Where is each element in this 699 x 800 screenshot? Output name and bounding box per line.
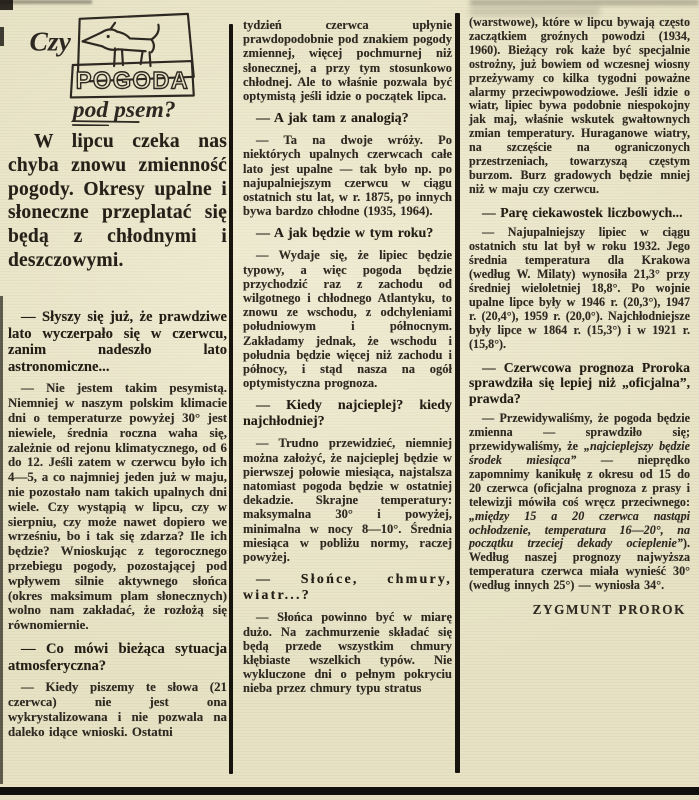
headline: W lipcu czeka nas chyba znowu zmienność pogody. Okresy upalne i słoneczne przeplatać się będą z chłodnymi i deszczowymi. <box>8 131 227 271</box>
article-paragraph-continuation <box>243 18 452 103</box>
column-1-text <box>8 301 227 744</box>
interview-answer <box>8 381 227 633</box>
text-run: — A jak będzie w tym roku? <box>256 226 434 242</box>
interview-answer <box>243 248 452 390</box>
column-2 <box>243 18 452 701</box>
text-run: — Trudno przewidzieć, niemniej można założyć, że najcieplej będzie w pierwszej połowie miesiąca, najstalsza natomiast pogoda będzie w ostatniej dekadzie. Skrajne temperatury: maksymalna 30° i powyżej, minimalna w nocy 8—10°. Średnia miesiąca w pobliżu normy, raczej powyżej. <box>243 436 452 565</box>
article-logo <box>22 6 218 126</box>
interview-question <box>8 641 227 674</box>
text-run: — Najupalniejszy lipiec w ciągu ostatnich stu lat był w roku 1932. Jego średnia temperatura dla Krakowa (według W. Milaty) wynosiła 21,3° przy średniej wieloletniej 18,8°. Po wojnie upalne lipce były w 1946 r. (20,3°), 1947 r. (20,4°), 1959 r. (20,0°). Najchłodniejsze były lipce w 1864 r. (15,3°) i w 1921 r. (15,8°). <box>469 225 690 351</box>
logo-underline <box>73 121 139 122</box>
column-divider-1 <box>229 24 233 774</box>
text-run: ). Według naszej prognozy najwyższa temperatura czerwca miała wynieść 30° (według innych 25°) — wyniosła 34°. <box>469 536 690 593</box>
logo-word-pod-psem: pod psem? <box>72 97 176 124</box>
interview-question <box>243 111 452 127</box>
interview-question <box>243 572 452 604</box>
logo-word-pogoda: POGODA <box>75 68 190 95</box>
interview-answer <box>469 226 690 351</box>
column-3-text <box>469 16 690 617</box>
text-run: — Wydaje się, że lipiec będzie typowy, a więc pogoda będzie przychodzić raz z zachodu od wilgotnego i chłodnego Atlantyku, to znowu ze wschodu, z odchyleniami południowym i północnym. Zakładamy jednak, że wschodu i południa będzie więcej niż zachodu i północy, i stąd nasza na ogół optymistyczna prognoza. <box>243 248 452 391</box>
text-run: — Nie jestem takim pesymistą. Niemniej w naszym polskim klimacie dni o temperaturze powyżej 30° jest niewiele, średnia roczna waha się, zależnie od rejonu klimatycznego, od 6 do 12. Jeśli zatem w czerwcu było ich 4—5, a co najmniej jeden już w maju, nie pozostało nam takich upalnych dni wiele. Czy wystąpią w lipcu, czy w sierpniu, czy może nawet dopiero we wrześniu, bo i tak się zdarza? Ile ich będzie? Wnioskując z tegorocznego przebiegu pogody, pozostającej pod wpływem silnie aktywnego słońca (okres maksimum plam słonecznych) wolno nam zakładać, że rozłożą się równomiernie. <box>8 381 227 633</box>
scan-artifact-edge <box>0 27 4 46</box>
scan-artifact-top-right <box>470 0 699 5</box>
logo-drawing <box>22 6 218 126</box>
text-run: — Słyszy się już, że prawdziwe lato wyczerpało się w czerwcu, zanim nadeszło lato astronomiczne... <box>8 309 227 375</box>
article-paragraph-continuation <box>469 16 690 197</box>
text-run: — Czerwcowa prognoza Proroka sprawdziła się lepiej niż „oficjalna”, prawda? <box>469 359 690 406</box>
interview-question <box>243 398 452 430</box>
text-run: ZYGMUNT PROROK <box>532 602 686 618</box>
text-run: — Ta na dwoje wróży. Po niektórych upalnych czerwcach całe lato jest upalne — tak było np. po najupalniejszym czerwcu w ciągu ostatnich stu lat, w r. 1875, po innych bywa bardzo chłodne (1935, 1964). <box>243 133 452 219</box>
text-run: — Słońca powinno być w miarę dużo. Na zachmurzenie składać się będą przede wszystkim chmury kłębiaste wszelkich typów. Nie wykluczone dni o pełnym pokryciu nieba przez chmury typu stratus <box>243 610 452 696</box>
text-run: (warstwowe), które w lipcu bywają często zaczątkiem groźnych powodzi (1934, 1960). Bieżący rok każe być specjalnie ostrożny, już bowiem od wczesnej wiosny przeżywamy co kilka tygodni poważne alarmy przeciwpowodziowe. Jeśli idzie o wiatr, lipiec bywa podobnie niespokojny jak maj, właśnie wskutek gwałtownych zmian temperatury. Huraganowe wiatry, na szczęście na ograniczonych przestrzeniach, towarzyszą częstym burzom. Burz gradowych będzie mniej niż w maju czy czerwcu. <box>469 15 690 196</box>
logo-word-czy: Czy <box>29 25 71 57</box>
bottom-rule <box>0 787 699 795</box>
interview-answer <box>243 436 452 564</box>
text-run: — A jak tam z analogią? <box>256 111 409 127</box>
quoted-forecast-text: „najcieplejszy będzie środek miesiąca” <box>469 439 691 468</box>
text-run: — Kiedy piszemy te słowa (21 czerwca) nie jest ona wykrystalizowana i nie pozwala na daleko idące wnioski. Ostatni <box>8 680 227 739</box>
interview-question <box>469 205 690 221</box>
column-1 <box>8 0 227 800</box>
text-run: — Przewidywaliśmy, że pogoda będzie zmienna — sprawdziło się; przewidywaliśmy, że <box>469 411 690 454</box>
left-edge-rule <box>0 296 3 784</box>
text-run: tydzień czerwca upłynie prawdopodobnie pod znakiem pogody zmiennej, więcej pochmurnej niż słonecznej, a przy tym stosunkowo chłodnej. Ale to właśnie pozwala być optymistą jeśli idzie o początek lipca. <box>243 18 452 104</box>
text-run: — nieprędko zapomnimy kanikułę z okresu od 15 do 20 czerwca (oficjalna prognoza z prasy i telewizji mówiła coś wręcz przeciwnego: <box>469 453 690 509</box>
text-run: — Kiedy najcieplej? kiedy najchłodniej? <box>243 398 452 430</box>
column-2-text <box>243 18 452 696</box>
interview-question <box>8 309 227 375</box>
interview-question <box>243 226 452 242</box>
interview-answer <box>243 133 452 218</box>
interview-answer <box>8 680 227 739</box>
column-divider-2 <box>455 13 460 773</box>
text-run: — Słońce, chmury, wiatr...? <box>243 572 452 604</box>
interview-answer <box>243 610 452 695</box>
dog-drawing-icon <box>83 23 159 66</box>
text-run: — Co mówi bieżąca sytuacja atmosferyczna? <box>8 640 227 674</box>
text-run: — Parę ciekawostek liczbowych... <box>482 204 683 220</box>
column-3 <box>469 16 690 622</box>
interview-question <box>469 360 690 407</box>
article-byline <box>469 603 690 617</box>
quoted-forecast-text: „między 15 a 20 czerwca nastąpi ochłodzenie, temperatura 16—20°, na początku trzeciej dekady ocieplenie” <box>469 508 690 551</box>
interview-answer <box>469 412 690 593</box>
